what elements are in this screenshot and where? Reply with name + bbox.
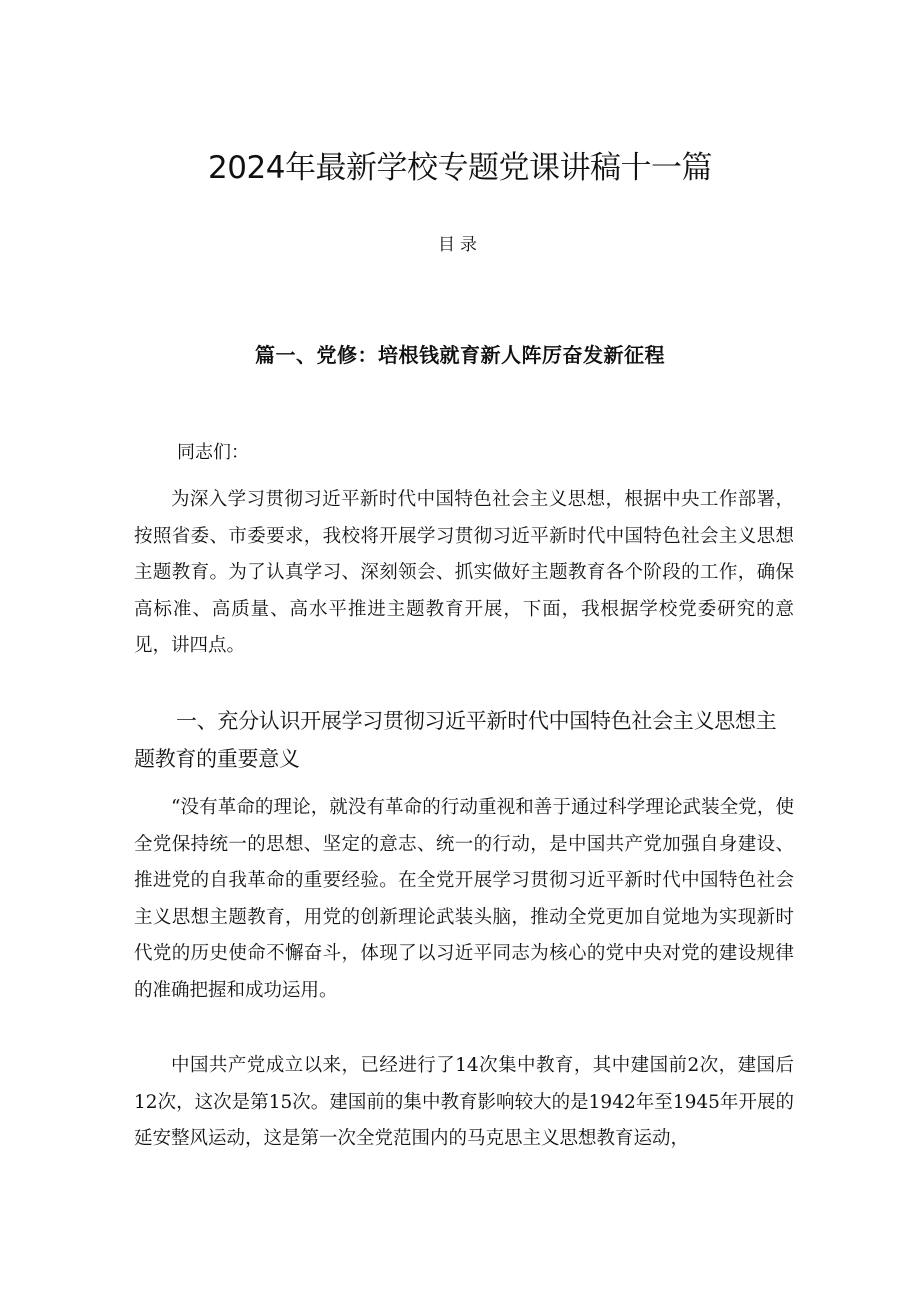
intro-paragraph: 为深入学习贯彻习近平新时代中国特色社会主义思想，根据中央工作部署，按照省委、市委要求，我校将开展学习贯彻习近平新时代中国特色社会主义思想主题教育。为了认真学习、深刻领会、抓实做好主题教育各个阶段的工作，确保高标准、高质量、高水平推进主题教育开展，下面，我根据学校党委研究的意见，讲四点。 xyxy=(134,489,794,656)
salutation: 同志们： xyxy=(177,442,249,463)
chapter-heading: 篇一、党修：培根钱就育新人阵厉奋发新征程 xyxy=(255,343,665,367)
body-paragraph: 中国共产党成立以来，已经进行了14次集中教育，其中建国前2次，建国后12次，这次是第15次。建国前的集中教育影响较大的是1942年至1945年开展的延安整风运动，这是第一次全党范围内的马克思主义思想教育运动， xyxy=(134,1055,794,1149)
body-paragraph: “没有革命的理论，就没有革命的行动重视和善于通过科学理论武装全党，使全党保持统一的思想、坚定的意志、统一的行动，是中国共产党加强自身建设、推进党的自我革命的重要经验。在全党开展学习贯彻习近平新时代中国特色社会主义思想主题教育，用党的创新理论武装头脑，推动全党更加自觉地为实现新时代党的历史使命不懈奋斗，体现了以习近平同志为核心的党中央对党的建设规律的准确把握和成功运用。 xyxy=(134,797,794,1001)
document-title: 2024年最新学校专题党课讲稿十一篇 xyxy=(208,150,712,186)
section-heading: 一、充分认识开展学习贯彻习近平新时代中国特色社会主义思想主题教育的重要意义 xyxy=(134,709,777,771)
table-of-contents-label: 目录 xyxy=(438,235,482,255)
